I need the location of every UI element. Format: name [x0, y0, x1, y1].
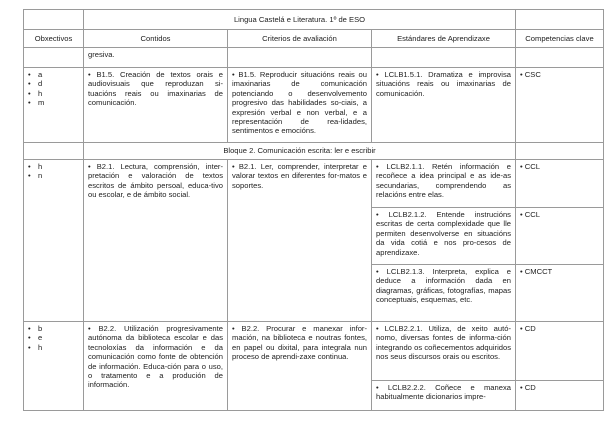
competence-cell-b222	[516, 381, 604, 411]
objective-item: • e	[28, 333, 79, 342]
bloque2-left-empty-cell	[24, 143, 84, 160]
content-cell-b15	[84, 68, 228, 143]
objective-item: • n	[28, 171, 79, 180]
objectives-cell-b15	[24, 68, 84, 143]
bloque2-right-empty-cell	[516, 143, 604, 160]
content-text-b21: • B2.1. Lectura, comprensión, inter-pretación e valoración de textos escritos de ámbito persoal, educa-tivo ou escolar, e de ámbito social.	[88, 162, 223, 200]
header-objectives: Obxectivos	[24, 30, 84, 48]
competence-cell-b212	[516, 208, 604, 265]
standard-text-b222: • LCLB2.2.2. Coñece e manexa habitualmente dicionarios impre-	[376, 383, 511, 402]
objective-item: • h	[28, 162, 79, 171]
competence-cell-b213	[516, 265, 604, 322]
continuation-criteria-cell	[228, 48, 372, 68]
competence-cell-b211	[516, 160, 604, 208]
bloque2-title: Bloque 2. Comunicación escrita: ler e escribir	[84, 143, 516, 160]
competence-cell-b221	[516, 322, 604, 381]
objective-item: • d	[28, 79, 79, 88]
curriculum-table	[23, 9, 604, 411]
objectives-list-b21	[28, 162, 79, 181]
standard-cell-b212	[372, 208, 516, 265]
continuation-objectives-cell	[24, 48, 84, 68]
header-contents: Contidos	[84, 30, 228, 48]
criterion-text-b22: • B2.2. Procurar e manexar infor-mación, na biblioteca e noutras fontes, en papel ou dixital, para integrala nun proceso de aprendi-zaxe continua.	[232, 324, 367, 362]
content-text-b22: • B2.2. Utilización progresivamente autónoma da biblioteca escolar e das tecnoloxías da información e da comunicación como fonte de obtención de información. Educa-ción para o uso, o tratamento e a produción de información.	[88, 324, 223, 390]
criterion-cell-b22	[228, 322, 372, 411]
objective-item: • a	[28, 70, 79, 79]
criterion-cell-b15	[228, 68, 372, 143]
bloque2-row	[24, 143, 604, 160]
competence-text-b212: • CCL	[520, 210, 599, 219]
objectives-cell-b22	[24, 322, 84, 411]
objectives-cell-b21	[24, 160, 84, 322]
table-row-b21-a	[24, 160, 604, 208]
table-row-b22-a	[24, 322, 604, 381]
standard-cell-b221	[372, 322, 516, 381]
header-competences: Competencias clave	[516, 30, 604, 48]
competence-text-b211: • CCL	[520, 162, 599, 171]
standard-cell-b15	[372, 68, 516, 143]
title-left-empty-cell	[24, 10, 84, 30]
objective-item: • b	[28, 324, 79, 333]
header-standards: Estándares de Aprendizaxe	[372, 30, 516, 48]
standard-cell-b213	[372, 265, 516, 322]
continuation-competences-cell	[516, 48, 604, 68]
continuation-standards-cell	[372, 48, 516, 68]
continuation-row	[24, 48, 604, 68]
standard-cell-b211	[372, 160, 516, 208]
criterion-text-b21: • B2.1. Ler, comprender, interpretar e valorar textos en diferentes for-matos e soportes.	[232, 162, 367, 190]
standard-text-b221: • LCLB2.2.1. Utiliza, de xeito autó-nomo, diversas fontes de informa-ción integrando os coñecementos adquiridos nos seus discursos orais ou escritos.	[376, 324, 511, 362]
objective-item: • m	[28, 98, 79, 107]
criterion-cell-b21	[228, 160, 372, 322]
header-criteria: Criterios de avaliación	[228, 30, 372, 48]
competence-text-b222: • CD	[520, 383, 599, 392]
competence-text-b213: • CMCCT	[520, 267, 599, 276]
standard-text-b212: • LCLB2.1.2. Entende instrucións escritas de certa complexidade que lle permiten desenvolverse en situacións da vida cotiá e nos pro-cesos de aprendizaxe.	[376, 210, 511, 257]
objectives-list-b15	[28, 70, 79, 108]
continuation-contents-cell: gresiva.	[84, 48, 228, 68]
table-title-row	[24, 10, 604, 30]
table-row-b15	[24, 68, 604, 143]
competence-cell-b15	[516, 68, 604, 143]
standard-text-b211: • LCLB2.1.1. Retén información e recoñece a idea principal e as ide-as secundarias, comprendendo as relacións entre elas.	[376, 162, 511, 200]
standard-text-b15: • LCLB1.5.1. Dramatiza e improvisa situacións reais ou imaxinarias de comunicación.	[376, 70, 511, 98]
table-header-row	[24, 30, 604, 48]
table-title: Lingua Castelá e Literatura. 1º de ESO	[84, 10, 516, 30]
content-cell-b21	[84, 160, 228, 322]
title-right-empty-cell	[516, 10, 604, 30]
standard-text-b213: • LCLB2.1.3. Interpreta, explica e deduce a información dada en diagramas, gráficas, fotografías, mapas conceptuais, esquemas, etc.	[376, 267, 511, 305]
competence-text-b221: • CD	[520, 324, 599, 333]
objective-item: • h	[28, 343, 79, 352]
objectives-list-b22	[28, 324, 79, 352]
content-cell-b22	[84, 322, 228, 411]
standard-cell-b222	[372, 381, 516, 411]
objective-item: • h	[28, 89, 79, 98]
competence-text-b15: • CSC	[520, 70, 599, 79]
content-text-b15: • B1.5. Creación de textos orais e audiovisuais que reproduzan si-tuacións reais ou imaxinarias de comunicación.	[88, 70, 223, 108]
criterion-text-b15: • B1.5. Reproducir situacións reais ou imaxinarias de comunicación potenciando o desenvolvemento progresivo das habilidades so-ciais, a expresión verbal e non verbal, e a representación de rea-lidades, sentimentos e emocións.	[232, 70, 367, 136]
